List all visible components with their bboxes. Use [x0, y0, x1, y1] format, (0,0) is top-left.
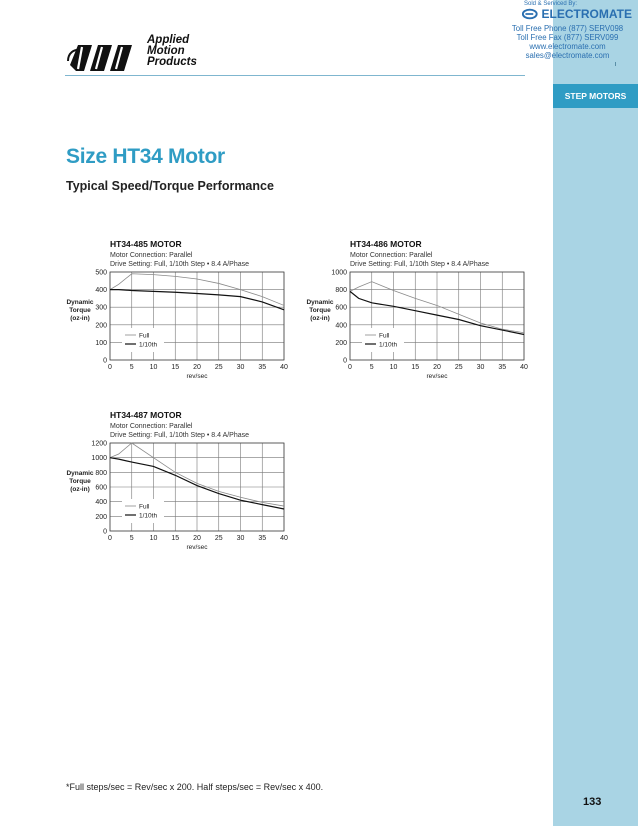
x-tick-label: 30 — [236, 535, 245, 542]
sidebar-tick — [615, 62, 616, 66]
x-tick-label: 35 — [258, 364, 267, 371]
y-tick-label: 300 — [95, 304, 107, 312]
chart-title: HT34-486 MOTOR — [350, 239, 422, 249]
x-axis-label: rev/sec — [186, 544, 208, 551]
legend-label: Full — [139, 503, 150, 511]
x-tick-label: 10 — [389, 364, 398, 371]
legend-label: 1/10th — [139, 341, 158, 349]
page-title: Size HT34 Motor — [66, 145, 225, 168]
y-axis-label: Dynamic — [66, 299, 94, 306]
x-tick-label: 15 — [171, 364, 180, 371]
x-tick-label: 25 — [214, 364, 223, 371]
x-tick-label: 30 — [236, 364, 245, 371]
x-tick-label: 5 — [369, 364, 374, 371]
distributor-website-link[interactable]: www.electromate.com — [529, 42, 606, 51]
x-tick-label: 25 — [214, 535, 223, 542]
x-tick-label: 20 — [193, 364, 201, 371]
distributor-fax: Toll Free Fax (877) SERV099 — [516, 33, 619, 42]
y-axis-label: (oz-in) — [310, 315, 330, 322]
chart-subtitle-line: Drive Setting: Full, 1/10th Step • 8.4 A/Phase — [110, 261, 250, 268]
chart-subtitle-line: Motor Connection: Parallel — [350, 252, 433, 259]
sidebar-tab-step-motors[interactable]: STEP MOTORS — [553, 84, 638, 108]
x-tick-label: 30 — [476, 364, 485, 371]
header-rule — [65, 75, 525, 76]
distributor-email-link[interactable]: sales@electromate.com — [525, 51, 610, 60]
brand-line-2: Motion — [147, 45, 185, 57]
distributor-brand[interactable] — [522, 7, 632, 21]
chart-ht34-485 — [60, 235, 300, 385]
y-tick-label: 1000 — [91, 455, 107, 463]
y-axis-label: (oz-in) — [70, 486, 90, 493]
x-tick-label: 15 — [411, 364, 420, 371]
x-tick-label: 10 — [149, 364, 158, 371]
x-tick-label: 40 — [280, 364, 288, 371]
sidebar-band — [553, 0, 638, 826]
distributor-name: ELECTROMATE — [541, 7, 632, 21]
legend-label: Full — [379, 332, 390, 340]
x-tick-label: 35 — [498, 364, 507, 371]
y-tick-label: 0 — [103, 528, 107, 536]
chart-subtitle-line: Motor Connection: Parallel — [110, 423, 193, 430]
footnote: *Full steps/sec = Rev/sec x 200. Half steps/sec = Rev/sec x 400. — [66, 782, 324, 792]
chart-ht34-487 — [60, 406, 300, 556]
chart-subtitle-line: Drive Setting: Full, 1/10th Step • 8.4 A/Phase — [110, 432, 250, 439]
x-axis-label: rev/sec — [186, 373, 208, 380]
x-tick-label: 40 — [280, 535, 288, 542]
y-tick-label: 400 — [95, 499, 107, 507]
chart-subtitle-line: Motor Connection: Parallel — [110, 252, 193, 259]
legend-label: 1/10th — [139, 512, 158, 520]
sold-by-label: Sold & Serviced By: — [524, 1, 578, 7]
y-tick-label: 600 — [95, 484, 107, 492]
y-tick-label: 200 — [95, 322, 107, 330]
y-tick-label: 500 — [95, 269, 107, 277]
x-tick-label: 0 — [108, 535, 112, 542]
y-tick-label: 400 — [95, 287, 107, 295]
y-tick-label: 600 — [335, 304, 347, 312]
y-tick-label: 0 — [343, 357, 347, 365]
y-tick-label: 800 — [95, 469, 107, 477]
x-tick-label: 0 — [108, 364, 112, 371]
distributor-phone: Toll Free Phone (877) SERV098 — [511, 24, 624, 33]
y-axis-label: Dynamic — [306, 299, 334, 306]
brand-line-1: Applied — [147, 34, 190, 46]
y-tick-label: 0 — [103, 357, 107, 365]
y-tick-label: 100 — [95, 339, 107, 347]
brand-wordmark — [147, 35, 197, 68]
y-tick-label: 200 — [95, 513, 107, 521]
chart-title: HT34-487 MOTOR — [110, 410, 182, 420]
x-tick-label: 20 — [193, 535, 201, 542]
y-axis-label: Torque — [309, 307, 331, 314]
electromate-logo-icon — [522, 8, 538, 20]
y-axis-label: Torque — [69, 307, 91, 314]
y-tick-label: 800 — [335, 287, 347, 295]
x-tick-label: 20 — [433, 364, 441, 371]
x-tick-label: 0 — [348, 364, 352, 371]
brand-line-3: Products — [147, 56, 197, 68]
distributor-contact — [500, 24, 635, 60]
y-axis-label: Torque — [69, 478, 91, 485]
page-number: 133 — [583, 796, 602, 808]
y-axis-label: (oz-in) — [70, 315, 90, 322]
x-axis-label: rev/sec — [426, 373, 448, 380]
x-tick-label: 15 — [171, 535, 180, 542]
x-tick-label: 10 — [149, 535, 158, 542]
chart-ht34-486 — [300, 235, 540, 385]
x-tick-label: 35 — [258, 535, 267, 542]
chart-subtitle-line: Drive Setting: Full, 1/10th Step • 8.4 A/Phase — [350, 261, 490, 268]
x-tick-label: 25 — [454, 364, 463, 371]
chart-title: HT34-485 MOTOR — [110, 239, 182, 249]
y-tick-label: 200 — [335, 339, 347, 347]
legend-label: Full — [139, 332, 150, 340]
page-subtitle: Typical Speed/Torque Performance — [66, 179, 274, 193]
y-tick-label: 1000 — [331, 269, 347, 277]
legend-label: 1/10th — [379, 341, 398, 349]
applied-motion-logo-icon — [66, 35, 146, 75]
x-tick-label: 5 — [129, 364, 134, 371]
x-tick-label: 40 — [520, 364, 528, 371]
x-tick-label: 5 — [129, 535, 134, 542]
y-tick-label: 400 — [335, 322, 347, 330]
y-tick-label: 1200 — [91, 440, 107, 448]
y-axis-label: Dynamic — [66, 470, 94, 477]
